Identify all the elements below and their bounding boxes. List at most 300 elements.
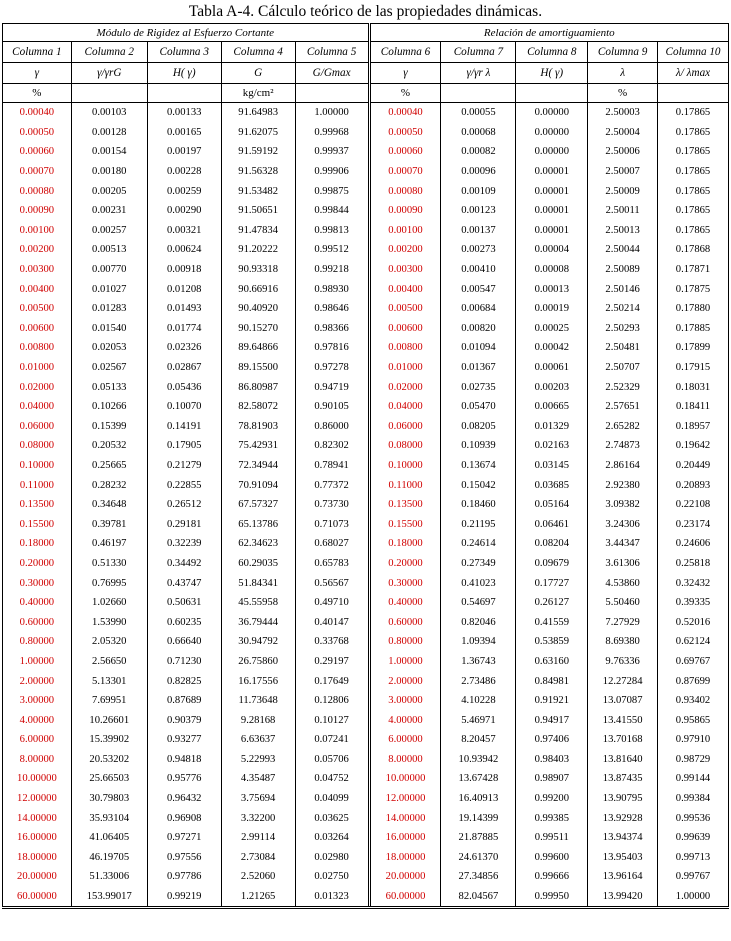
table-cell: 0.00068: [441, 123, 516, 143]
table-cell: 0.00200: [3, 240, 72, 260]
table-cell: 0.22108: [658, 495, 729, 515]
table-cell: 0.00025: [516, 319, 588, 339]
table-cell: 0.80000: [369, 632, 441, 652]
table-row: [3, 828, 729, 848]
table-cell: 0.93402: [658, 691, 729, 711]
column-symbol: G/Gmax: [295, 63, 369, 84]
table-cell: 0.00082: [441, 142, 516, 162]
table-cell: 13.41550: [588, 710, 658, 730]
table-cell: 0.00100: [369, 221, 441, 241]
table-cell: 5.13301: [71, 671, 147, 691]
table-cell: 0.99218: [295, 260, 369, 280]
table-row: [3, 142, 729, 162]
table-cell: 5.22993: [221, 750, 295, 770]
table-cell: 60.29035: [221, 554, 295, 574]
column-symbol: G: [221, 63, 295, 84]
table-cell: 0.99968: [295, 123, 369, 143]
table-cell: 2.52060: [221, 867, 295, 887]
column-name-row: [3, 42, 729, 63]
table-cell: 0.50631: [147, 593, 221, 613]
table-cell: 0.98907: [516, 769, 588, 789]
table-cell: 0.30000: [369, 573, 441, 593]
table-row: [3, 397, 729, 417]
table-cell: 10.26601: [71, 710, 147, 730]
table-row: [3, 299, 729, 319]
table-cell: 13.07087: [588, 691, 658, 711]
table-cell: 2.50006: [588, 142, 658, 162]
table-cell: 0.00001: [516, 201, 588, 221]
table-cell: 0.41023: [441, 573, 516, 593]
table-row: [3, 671, 729, 691]
table-cell: 0.99875: [295, 181, 369, 201]
column-symbol: γ/γrG: [71, 63, 147, 84]
table-cell: 0.00090: [3, 201, 72, 221]
table-cell: 0.00090: [369, 201, 441, 221]
table-cell: 0.25665: [71, 456, 147, 476]
group-header-shear-modulus: Módulo de Rigidez al Esfuerzo Cortante: [3, 24, 370, 42]
table-cell: 0.01493: [147, 299, 221, 319]
table-cell: 19.14399: [441, 808, 516, 828]
table-cell: 0.00070: [3, 162, 72, 182]
table-cell: 0.40000: [369, 593, 441, 613]
table-cell: 0.00096: [441, 162, 516, 182]
table-cell: 0.02735: [441, 377, 516, 397]
table-cell: 0.06000: [3, 417, 72, 437]
table-cell: 0.20449: [658, 456, 729, 476]
table-cell: 36.79444: [221, 612, 295, 632]
table-cell: 2.50044: [588, 240, 658, 260]
table-cell: 0.97556: [147, 848, 221, 868]
table-cell: 0.96432: [147, 789, 221, 809]
column-unit: [147, 84, 221, 103]
table-cell: 0.99536: [658, 808, 729, 828]
table-cell: 0.99511: [516, 828, 588, 848]
table-cell: 72.34944: [221, 456, 295, 476]
table-cell: 0.10127: [295, 710, 369, 730]
table-row: [3, 514, 729, 534]
table-cell: 0.17865: [658, 201, 729, 221]
table-cell: 0.00513: [71, 240, 147, 260]
table-row: [3, 789, 729, 809]
table-cell: 1.00000: [369, 652, 441, 672]
table-row: [3, 710, 729, 730]
table-cell: 0.71073: [295, 514, 369, 534]
column-symbol: γ: [369, 63, 441, 84]
table-cell: 2.50293: [588, 319, 658, 339]
table-cell: 45.55958: [221, 593, 295, 613]
column-unit: [71, 84, 147, 103]
table-cell: 0.18031: [658, 377, 729, 397]
table-cell: 0.02750: [295, 867, 369, 887]
table-cell: 0.22855: [147, 475, 221, 495]
table-cell: 8.20457: [441, 730, 516, 750]
table-cell: 153.99017: [71, 887, 147, 908]
table-cell: 0.30000: [3, 573, 72, 593]
table-cell: 0.00273: [441, 240, 516, 260]
table-row: [3, 240, 729, 260]
table-cell: 13.67428: [441, 769, 516, 789]
table-cell: 46.19705: [71, 848, 147, 868]
table-cell: 0.00800: [3, 338, 72, 358]
table-cell: 30.79803: [71, 789, 147, 809]
column-header: Columna 8: [516, 42, 588, 63]
table-row: [3, 221, 729, 241]
table-cell: 0.00103: [71, 103, 147, 123]
table-cell: 0.17727: [516, 573, 588, 593]
table-cell: 26.75860: [221, 652, 295, 672]
table-cell: 0.23174: [658, 514, 729, 534]
table-row: [3, 652, 729, 672]
table-cell: 41.06405: [71, 828, 147, 848]
table-cell: 0.00000: [516, 103, 588, 123]
table-cell: 0.97271: [147, 828, 221, 848]
table-cell: 0.82046: [441, 612, 516, 632]
table-row: [3, 417, 729, 437]
column-symbol: H( γ): [147, 63, 221, 84]
table-cell: 0.01323: [295, 887, 369, 908]
table-cell: 91.20222: [221, 240, 295, 260]
table-cell: 82.04567: [441, 887, 516, 908]
column-symbol: λ: [588, 63, 658, 84]
table-cell: 0.39335: [658, 593, 729, 613]
table-row: [3, 593, 729, 613]
table-row: [3, 201, 729, 221]
table-cell: 0.00290: [147, 201, 221, 221]
table-row: [3, 475, 729, 495]
table-cell: 0.00300: [369, 260, 441, 280]
table-cell: 0.02567: [71, 358, 147, 378]
table-cell: 0.06000: [369, 417, 441, 437]
column-unit: %: [369, 84, 441, 103]
column-header: Columna 3: [147, 42, 221, 63]
table-cell: 2.50013: [588, 221, 658, 241]
table-cell: 0.56567: [295, 573, 369, 593]
column-header: Columna 7: [441, 42, 516, 63]
table-cell: 0.17865: [658, 123, 729, 143]
table-cell: 2.73486: [441, 671, 516, 691]
table-cell: 0.94719: [295, 377, 369, 397]
table-cell: 0.99219: [147, 887, 221, 908]
table-cell: 0.17905: [147, 436, 221, 456]
table-cell: 0.99512: [295, 240, 369, 260]
table-cell: 51.84341: [221, 573, 295, 593]
table-cell: 0.01208: [147, 279, 221, 299]
column-unit: [295, 84, 369, 103]
table-cell: 0.11000: [3, 475, 72, 495]
table-cell: 0.97406: [516, 730, 588, 750]
table-cell: 0.02867: [147, 358, 221, 378]
table-cell: 0.05470: [441, 397, 516, 417]
table-cell: 0.99384: [658, 789, 729, 809]
table-cell: 78.81903: [221, 417, 295, 437]
table-cell: 5.50460: [588, 593, 658, 613]
table-cell: 0.00228: [147, 162, 221, 182]
table-cell: 65.13786: [221, 514, 295, 534]
table-cell: 35.93104: [71, 808, 147, 828]
table-cell: 0.27349: [441, 554, 516, 574]
table-cell: 0.00259: [147, 181, 221, 201]
column-unit: %: [3, 84, 72, 103]
table-cell: 0.00410: [441, 260, 516, 280]
table-cell: 0.65783: [295, 554, 369, 574]
table-cell: 8.69380: [588, 632, 658, 652]
table-cell: 0.11000: [369, 475, 441, 495]
table-cell: 9.28168: [221, 710, 295, 730]
table-cell: 0.71230: [147, 652, 221, 672]
table-cell: 0.00008: [516, 260, 588, 280]
table-cell: 0.00050: [3, 123, 72, 143]
table-cell: 13.81640: [588, 750, 658, 770]
table-cell: 10.93942: [441, 750, 516, 770]
table-cell: 0.60000: [369, 612, 441, 632]
table-cell: 0.17865: [658, 142, 729, 162]
table-cell: 13.92928: [588, 808, 658, 828]
table-cell: 0.01329: [516, 417, 588, 437]
table-cell: 2.50007: [588, 162, 658, 182]
table-cell: 1.00000: [295, 103, 369, 123]
group-header-damping-ratio: Relación de amortiguamiento: [369, 24, 728, 42]
table-cell: 2.50009: [588, 181, 658, 201]
table-cell: 2.57651: [588, 397, 658, 417]
table-cell: 0.98729: [658, 750, 729, 770]
table-cell: 0.00070: [369, 162, 441, 182]
table-cell: 0.99844: [295, 201, 369, 221]
table-cell: 0.87689: [147, 691, 221, 711]
dynamic-properties-table: [2, 23, 729, 909]
table-cell: 91.59192: [221, 142, 295, 162]
table-cell: 6.00000: [369, 730, 441, 750]
table-cell: 0.20532: [71, 436, 147, 456]
table-cell: 12.00000: [3, 789, 72, 809]
column-symbol: λ/ λmax: [658, 63, 729, 84]
table-cell: 14.00000: [369, 808, 441, 828]
table-cell: 0.99937: [295, 142, 369, 162]
table-cell: 0.01000: [369, 358, 441, 378]
table-cell: 0.00547: [441, 279, 516, 299]
table-cell: 0.00060: [369, 142, 441, 162]
table-row: [3, 691, 729, 711]
table-cell: 0.97910: [658, 730, 729, 750]
table-cell: 0.98930: [295, 279, 369, 299]
table-row: [3, 162, 729, 182]
table-cell: 89.64866: [221, 338, 295, 358]
table-cell: 91.53482: [221, 181, 295, 201]
table-cell: 4.35487: [221, 769, 295, 789]
table-cell: 0.91921: [516, 691, 588, 711]
table-cell: 91.56328: [221, 162, 295, 182]
table-cell: 0.10939: [441, 436, 516, 456]
table-cell: 27.34856: [441, 867, 516, 887]
table-cell: 0.17649: [295, 671, 369, 691]
table-cell: 0.18411: [658, 397, 729, 417]
table-row: [3, 534, 729, 554]
table-cell: 0.00080: [369, 181, 441, 201]
table-cell: 0.04099: [295, 789, 369, 809]
table-cell: 0.29181: [147, 514, 221, 534]
table-cell: 2.05320: [71, 632, 147, 652]
table-cell: 0.82825: [147, 671, 221, 691]
table-cell: 60.00000: [3, 887, 72, 908]
table-cell: 2.00000: [369, 671, 441, 691]
table-row: [3, 377, 729, 397]
table-cell: 12.00000: [369, 789, 441, 809]
table-cell: 90.40920: [221, 299, 295, 319]
table-cell: 67.57327: [221, 495, 295, 515]
table-cell: 13.70168: [588, 730, 658, 750]
table-cell: 0.93277: [147, 730, 221, 750]
table-cell: 0.00600: [3, 319, 72, 339]
table-cell: 0.17865: [658, 103, 729, 123]
table-cell: 4.10228: [441, 691, 516, 711]
table-cell: 0.00100: [3, 221, 72, 241]
table-cell: 0.20893: [658, 475, 729, 495]
table-cell: 91.62075: [221, 123, 295, 143]
table-cell: 0.34648: [71, 495, 147, 515]
table-cell: 6.00000: [3, 730, 72, 750]
table-cell: 91.47834: [221, 221, 295, 241]
table-cell: 0.18000: [369, 534, 441, 554]
table-cell: 0.00001: [516, 181, 588, 201]
table-cell: 0.20000: [3, 554, 72, 574]
table-cell: 18.00000: [369, 848, 441, 868]
table-cell: 0.99639: [658, 828, 729, 848]
table-cell: 2.50003: [588, 103, 658, 123]
table-cell: 2.50481: [588, 338, 658, 358]
table-cell: 2.50011: [588, 201, 658, 221]
table-cell: 25.66503: [71, 769, 147, 789]
column-header: Columna 1: [3, 42, 72, 63]
table-cell: 0.17915: [658, 358, 729, 378]
table-cell: 0.54697: [441, 593, 516, 613]
column-symbol: H( γ): [516, 63, 588, 84]
table-cell: 0.03145: [516, 456, 588, 476]
table-cell: 0.87699: [658, 671, 729, 691]
table-cell: 2.74873: [588, 436, 658, 456]
table-cell: 70.91094: [221, 475, 295, 495]
table-cell: 2.52329: [588, 377, 658, 397]
table-cell: 0.94917: [516, 710, 588, 730]
table-cell: 0.00197: [147, 142, 221, 162]
table-row: [3, 632, 729, 652]
table-title: Tabla A-4. Cálculo teórico de las propiedades dinámicas.: [188, 3, 543, 20]
table-cell: 0.02000: [3, 377, 72, 397]
table-cell: 0.69767: [658, 652, 729, 672]
table-cell: 0.76995: [71, 573, 147, 593]
table-cell: 0.00500: [369, 299, 441, 319]
table-cell: 3.32200: [221, 808, 295, 828]
table-cell: 2.50004: [588, 123, 658, 143]
table-cell: 0.02053: [71, 338, 147, 358]
table-cell: 0.96908: [147, 808, 221, 828]
table-cell: 0.90105: [295, 397, 369, 417]
table-cell: 1.00000: [3, 652, 72, 672]
table-cell: 8.00000: [369, 750, 441, 770]
table-cell: 0.99385: [516, 808, 588, 828]
table-cell: 0.26127: [516, 593, 588, 613]
table-cell: 0.00600: [369, 319, 441, 339]
table-cell: 0.06461: [516, 514, 588, 534]
table-cell: 0.01094: [441, 338, 516, 358]
table-cell: 82.58072: [221, 397, 295, 417]
table-cell: 91.50651: [221, 201, 295, 221]
table-cell: 0.08000: [3, 436, 72, 456]
table-cell: 0.18460: [441, 495, 516, 515]
table-cell: 0.33768: [295, 632, 369, 652]
table-cell: 0.68027: [295, 534, 369, 554]
table-cell: 0.00042: [516, 338, 588, 358]
table-cell: 0.00154: [71, 142, 147, 162]
table-row: [3, 181, 729, 201]
table-cell: 0.04752: [295, 769, 369, 789]
table-cell: 0.00040: [369, 103, 441, 123]
table-cell: 0.05164: [516, 495, 588, 515]
table-cell: 16.40913: [441, 789, 516, 809]
table-cell: 30.94792: [221, 632, 295, 652]
table-cell: 0.04000: [369, 397, 441, 417]
column-unit: [658, 84, 729, 103]
table-cell: 5.46971: [441, 710, 516, 730]
table-cell: 7.27929: [588, 612, 658, 632]
table-cell: 0.52016: [658, 612, 729, 632]
table-cell: 0.53859: [516, 632, 588, 652]
table-cell: 0.66640: [147, 632, 221, 652]
table-cell: 0.08204: [516, 534, 588, 554]
table-cell: 0.13500: [369, 495, 441, 515]
table-cell: 0.94818: [147, 750, 221, 770]
table-cell: 0.17875: [658, 279, 729, 299]
table-cell: 0.17880: [658, 299, 729, 319]
table-cell: 0.62124: [658, 632, 729, 652]
table-cell: 0.97816: [295, 338, 369, 358]
column-unit: [516, 84, 588, 103]
table-cell: 0.00060: [3, 142, 72, 162]
column-unit: [441, 84, 516, 103]
table-cell: 16.00000: [3, 828, 72, 848]
table-cell: 0.15042: [441, 475, 516, 495]
table-cell: 20.00000: [3, 867, 72, 887]
table-cell: 15.39902: [71, 730, 147, 750]
table-cell: 75.42931: [221, 436, 295, 456]
table-cell: 0.09679: [516, 554, 588, 574]
table-cell: 0.28232: [71, 475, 147, 495]
table-cell: 90.15270: [221, 319, 295, 339]
table-cell: 13.96164: [588, 867, 658, 887]
table-cell: 0.82302: [295, 436, 369, 456]
table-cell: 0.00665: [516, 397, 588, 417]
table-cell: 0.00684: [441, 299, 516, 319]
table-row: [3, 554, 729, 574]
column-header: Columna 2: [71, 42, 147, 63]
table-cell: 7.69951: [71, 691, 147, 711]
table-cell: 0.60235: [147, 612, 221, 632]
table-cell: 0.02000: [369, 377, 441, 397]
table-cell: 0.97278: [295, 358, 369, 378]
table-row: [3, 612, 729, 632]
table-cell: 0.99767: [658, 867, 729, 887]
table-cell: 0.00133: [147, 103, 221, 123]
table-cell: 0.98646: [295, 299, 369, 319]
table-cell: 0.00019: [516, 299, 588, 319]
table-cell: 0.17865: [658, 181, 729, 201]
table-cell: 3.24306: [588, 514, 658, 534]
symbol-row: [3, 63, 729, 84]
table-cell: 0.00205: [71, 181, 147, 201]
table-cell: 0.00624: [147, 240, 221, 260]
table-cell: 0.00137: [441, 221, 516, 241]
table-cell: 20.53202: [71, 750, 147, 770]
table-cell: 0.00300: [3, 260, 72, 280]
table-cell: 0.10070: [147, 397, 221, 417]
